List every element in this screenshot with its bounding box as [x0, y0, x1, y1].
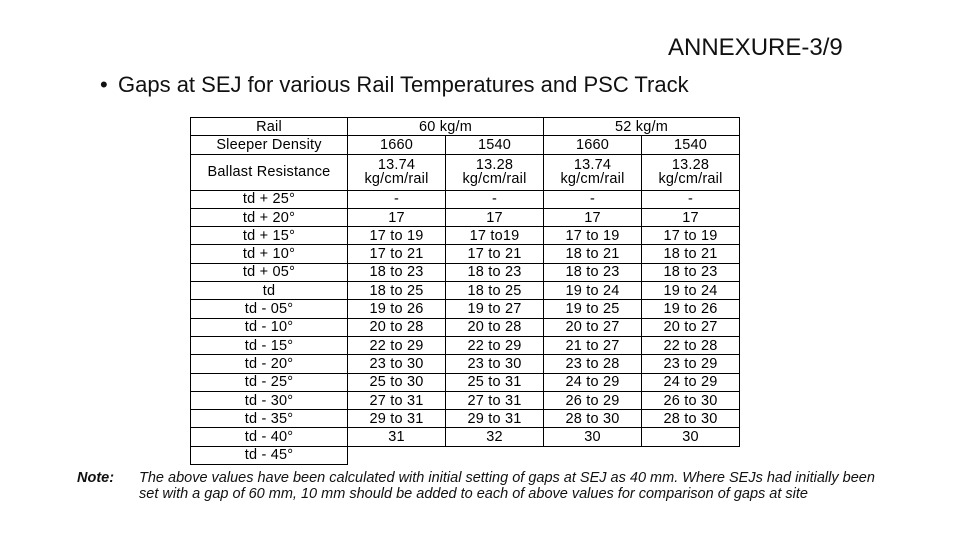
table-row [191, 373, 740, 391]
gap-cell: 26 to 30 [642, 391, 740, 409]
gap-cell: 19 to 26 [348, 300, 446, 318]
ballast-cell [642, 154, 740, 190]
gap-cell: 17 to 19 [544, 227, 642, 245]
table-row [191, 446, 740, 464]
ballast-cell [544, 154, 642, 190]
gap-cell [544, 446, 642, 464]
ballast-unit: kg/cm/rail [364, 171, 429, 188]
temperature-cell: td - 10° [191, 318, 348, 336]
gap-cell: - [544, 190, 642, 208]
temperature-cell: td - 45° [191, 446, 348, 464]
gap-cell: 17 [642, 208, 740, 226]
note [77, 471, 877, 516]
gap-cell: 23 to 30 [446, 355, 544, 373]
temperature-cell: td - 25° [191, 373, 348, 391]
table-row [191, 190, 740, 208]
ballast-cell [348, 154, 446, 190]
temperature-cell: td [191, 282, 348, 300]
temperature-cell: td + 20° [191, 208, 348, 226]
gap-cell: 23 to 29 [642, 355, 740, 373]
gap-cell: 18 to 21 [544, 245, 642, 263]
gap-cell: 30 [544, 428, 642, 446]
temperature-cell: td + 25° [191, 190, 348, 208]
gap-cell: 26 to 29 [544, 391, 642, 409]
density-cell: 1540 [446, 136, 544, 154]
temperature-cell: td + 05° [191, 263, 348, 281]
gap-cell: 24 to 29 [544, 373, 642, 391]
ballast-unit: kg/cm/rail [462, 171, 527, 188]
table-row [191, 282, 740, 300]
ballast-value: 13.74 [573, 157, 612, 174]
gap-cell: 17 to 19 [642, 227, 740, 245]
gap-cell: 17 [348, 208, 446, 226]
gap-cell: 25 to 30 [348, 373, 446, 391]
gap-cell: 19 to 24 [642, 282, 740, 300]
gap-cell: 31 [348, 428, 446, 446]
ballast-unit: kg/cm/rail [658, 171, 723, 188]
ballast-row [191, 154, 740, 190]
table-row [191, 300, 740, 318]
density-cell: 1540 [642, 136, 740, 154]
bullet: • [100, 72, 108, 97]
gap-cell: 18 to 23 [348, 263, 446, 281]
table-row [191, 263, 740, 281]
gap-cell: 20 to 27 [544, 318, 642, 336]
temperature-cell: td + 15° [191, 227, 348, 245]
gap-cell: 19 to 25 [544, 300, 642, 318]
gap-cell: 17 to 19 [348, 227, 446, 245]
gap-cell: 18 to 21 [642, 245, 740, 263]
gap-cell: 23 to 30 [348, 355, 446, 373]
page-heading [100, 72, 689, 98]
gap-cell: 18 to 25 [348, 282, 446, 300]
ballast-value: 13.28 [671, 157, 710, 174]
ballast-value: 13.74 [377, 157, 416, 174]
temperature-cell: td - 35° [191, 410, 348, 428]
gap-cell [348, 446, 446, 464]
gap-cell: 17 to 21 [348, 245, 446, 263]
gap-cell: 22 to 29 [348, 336, 446, 354]
ballast-value: 13.28 [475, 157, 514, 174]
gap-cell: 29 to 31 [348, 410, 446, 428]
gap-cell: 19 to 26 [642, 300, 740, 318]
gap-cell: 30 [642, 428, 740, 446]
temperature-cell: td - 40° [191, 428, 348, 446]
gap-cell: 17 [446, 208, 544, 226]
note-text: The above values have been calculated with initial setting of gaps at SEJ as 40 mm. Where SEJs had initially been set with a gap of 60 mm, 10 mm should be added to each of above values for comparison of gaps at site [139, 471, 875, 502]
density-row [191, 136, 740, 154]
sej-gap-table [190, 117, 740, 465]
table-row [191, 318, 740, 336]
note-label: Note: [77, 471, 115, 486]
density-cell: 1660 [348, 136, 446, 154]
temperature-cell: td - 05° [191, 300, 348, 318]
gap-cell: 27 to 31 [348, 391, 446, 409]
gap-cell: 20 to 28 [446, 318, 544, 336]
annexure-label: ANNEXURE-3/9 [668, 34, 843, 61]
gap-cell [446, 446, 544, 464]
density-label: Sleeper Density [191, 136, 348, 154]
temperature-cell: td - 30° [191, 391, 348, 409]
table-row [191, 245, 740, 263]
gap-cell: - [348, 190, 446, 208]
gap-cell: - [446, 190, 544, 208]
table-row [191, 227, 740, 245]
gap-cell: 20 to 27 [642, 318, 740, 336]
rail-label: Rail [191, 118, 348, 136]
gap-cell: 17 to19 [446, 227, 544, 245]
gap-cell: 21 to 27 [544, 336, 642, 354]
gap-cell: 22 to 28 [642, 336, 740, 354]
gap-cell: - [642, 190, 740, 208]
ballast-cell [446, 154, 544, 190]
rail-60-header: 60 kg/m [348, 118, 544, 136]
ballast-unit: kg/cm/rail [560, 171, 625, 188]
temperature-cell: td - 15° [191, 336, 348, 354]
gap-cell: 18 to 23 [642, 263, 740, 281]
table-row [191, 428, 740, 446]
gap-cell: 19 to 24 [544, 282, 642, 300]
gap-cell: 17 [544, 208, 642, 226]
gap-cell: 18 to 23 [544, 263, 642, 281]
table-row [191, 391, 740, 409]
gap-cell: 27 to 31 [446, 391, 544, 409]
gap-cell: 24 to 29 [642, 373, 740, 391]
gap-cell: 20 to 28 [348, 318, 446, 336]
gap-cell: 29 to 31 [446, 410, 544, 428]
table-row [191, 336, 740, 354]
gap-cell: 18 to 23 [446, 263, 544, 281]
gap-cell: 22 to 29 [446, 336, 544, 354]
gap-cell [642, 446, 740, 464]
gap-cell: 19 to 27 [446, 300, 544, 318]
temperature-cell: td + 10° [191, 245, 348, 263]
gap-cell: 28 to 30 [642, 410, 740, 428]
gap-cell: 23 to 28 [544, 355, 642, 373]
gap-cell: 25 to 31 [446, 373, 544, 391]
gap-cell: 17 to 21 [446, 245, 544, 263]
gap-cell: 32 [446, 428, 544, 446]
table-row [191, 410, 740, 428]
rail-52-header: 52 kg/m [544, 118, 740, 136]
temperature-cell: td - 20° [191, 355, 348, 373]
density-cell: 1660 [544, 136, 642, 154]
ballast-label: Ballast Resistance [191, 154, 348, 190]
gap-cell: 18 to 25 [446, 282, 544, 300]
heading-text: Gaps at SEJ for various Rail Temperatures and PSC Track [118, 72, 689, 97]
table-row [191, 208, 740, 226]
gap-cell: 28 to 30 [544, 410, 642, 428]
rail-header-row [191, 118, 740, 136]
table-row [191, 355, 740, 373]
